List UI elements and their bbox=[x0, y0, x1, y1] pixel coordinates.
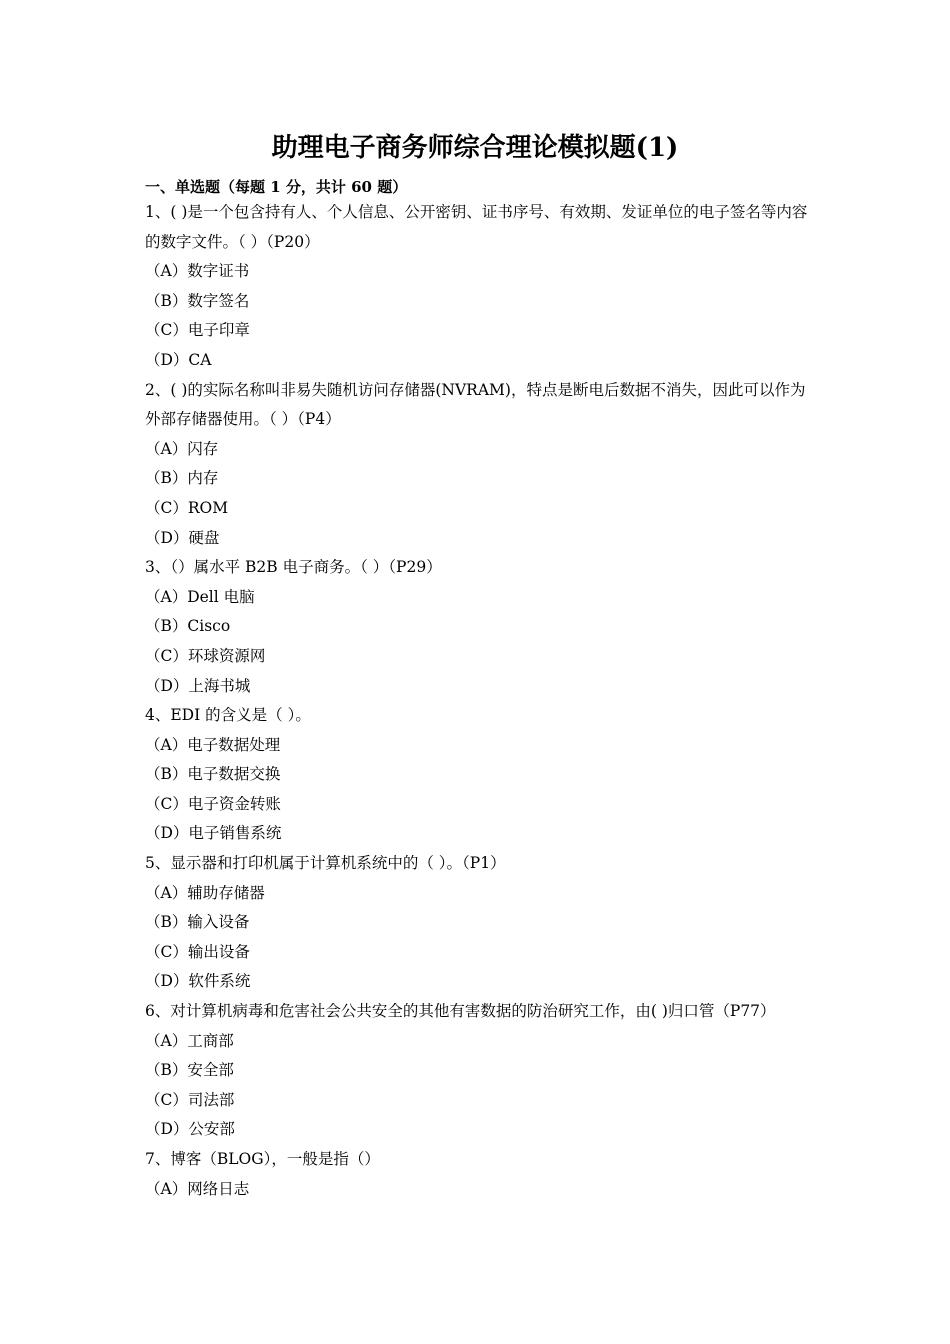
question-1-option-b: （B）数字签名 bbox=[145, 291, 250, 310]
question-5-option-c: （C）输出设备 bbox=[145, 942, 250, 961]
question-1-option-c: （C）电子印章 bbox=[145, 321, 250, 340]
question-6-option-b: （B）安全部 bbox=[145, 1061, 234, 1080]
question-6-option-c: （C）司法部 bbox=[145, 1090, 235, 1109]
question-4-option-a: （A）电子数据处理 bbox=[145, 735, 281, 754]
question-2-option-a: （A）闪存 bbox=[145, 439, 219, 458]
question-2-option-b: （B）内存 bbox=[145, 469, 219, 488]
question-3: 3、（）属水平 B2B 电子商务。（ ）（P29） bbox=[145, 558, 442, 577]
question-2-option-d: （D）硬盘 bbox=[145, 528, 220, 547]
question-1: 1、( )是一个包含持有人、个人信息、公开密钥、证书序号、有效期、发证单位的电子签名等内容的数字文件。（ ）（P20） bbox=[145, 203, 808, 251]
document-body bbox=[145, 176, 815, 1204]
question-5-option-a: （A）辅助存储器 bbox=[145, 883, 265, 902]
question-3-option-a: （A）Dell 电脑 bbox=[145, 587, 255, 606]
question-5-option-b: （B）输入设备 bbox=[145, 913, 250, 932]
question-3-option-c: （C）环球资源网 bbox=[145, 646, 266, 665]
question-5-option-d: （D）软件系统 bbox=[145, 972, 251, 991]
question-4-option-d: （D）电子销售系统 bbox=[145, 824, 282, 843]
question-4-option-b: （B）电子数据交换 bbox=[145, 765, 281, 784]
question-1-option-a: （A）数字证书 bbox=[145, 262, 250, 281]
question-4: 4、EDI 的含义是（ ）。 bbox=[145, 706, 311, 725]
question-3-option-d: （D）上海书城 bbox=[145, 676, 251, 695]
document-title: 助理电子商务师综合理论模拟题(1) bbox=[271, 133, 679, 163]
question-6: 6、对计算机病毒和危害社会公共安全的其他有害数据的防治研究工作，由( )归口管（P77） bbox=[145, 1002, 776, 1021]
question-2: 2、( )的实际名称叫非易失随机访问存储器(NVRAM)，特点是断电后数据不消失，因此可以作为外部存储器使用。（ ）（P4） bbox=[145, 380, 806, 429]
question-1-option-d: （D）CA bbox=[145, 350, 212, 369]
section-heading: 一、单选题（每题 1 分，共计 60 题） bbox=[145, 178, 408, 196]
question-2-option-c: （C）ROM bbox=[145, 498, 229, 517]
question-6-option-a: （A）工商部 bbox=[145, 1031, 234, 1050]
question-7: 7、博客（BLOG），一般是指（） bbox=[145, 1150, 380, 1168]
question-6-option-d: （D）公安部 bbox=[145, 1120, 235, 1139]
question-5: 5、显示器和打印机属于计算机系统中的（ ）。（P1） bbox=[145, 854, 506, 873]
question-3-option-b: （B）Cisco bbox=[145, 617, 231, 636]
question-4-option-c: （C）电子资金转账 bbox=[145, 794, 281, 813]
question-7-option-a: （A）网络日志 bbox=[145, 1179, 250, 1198]
